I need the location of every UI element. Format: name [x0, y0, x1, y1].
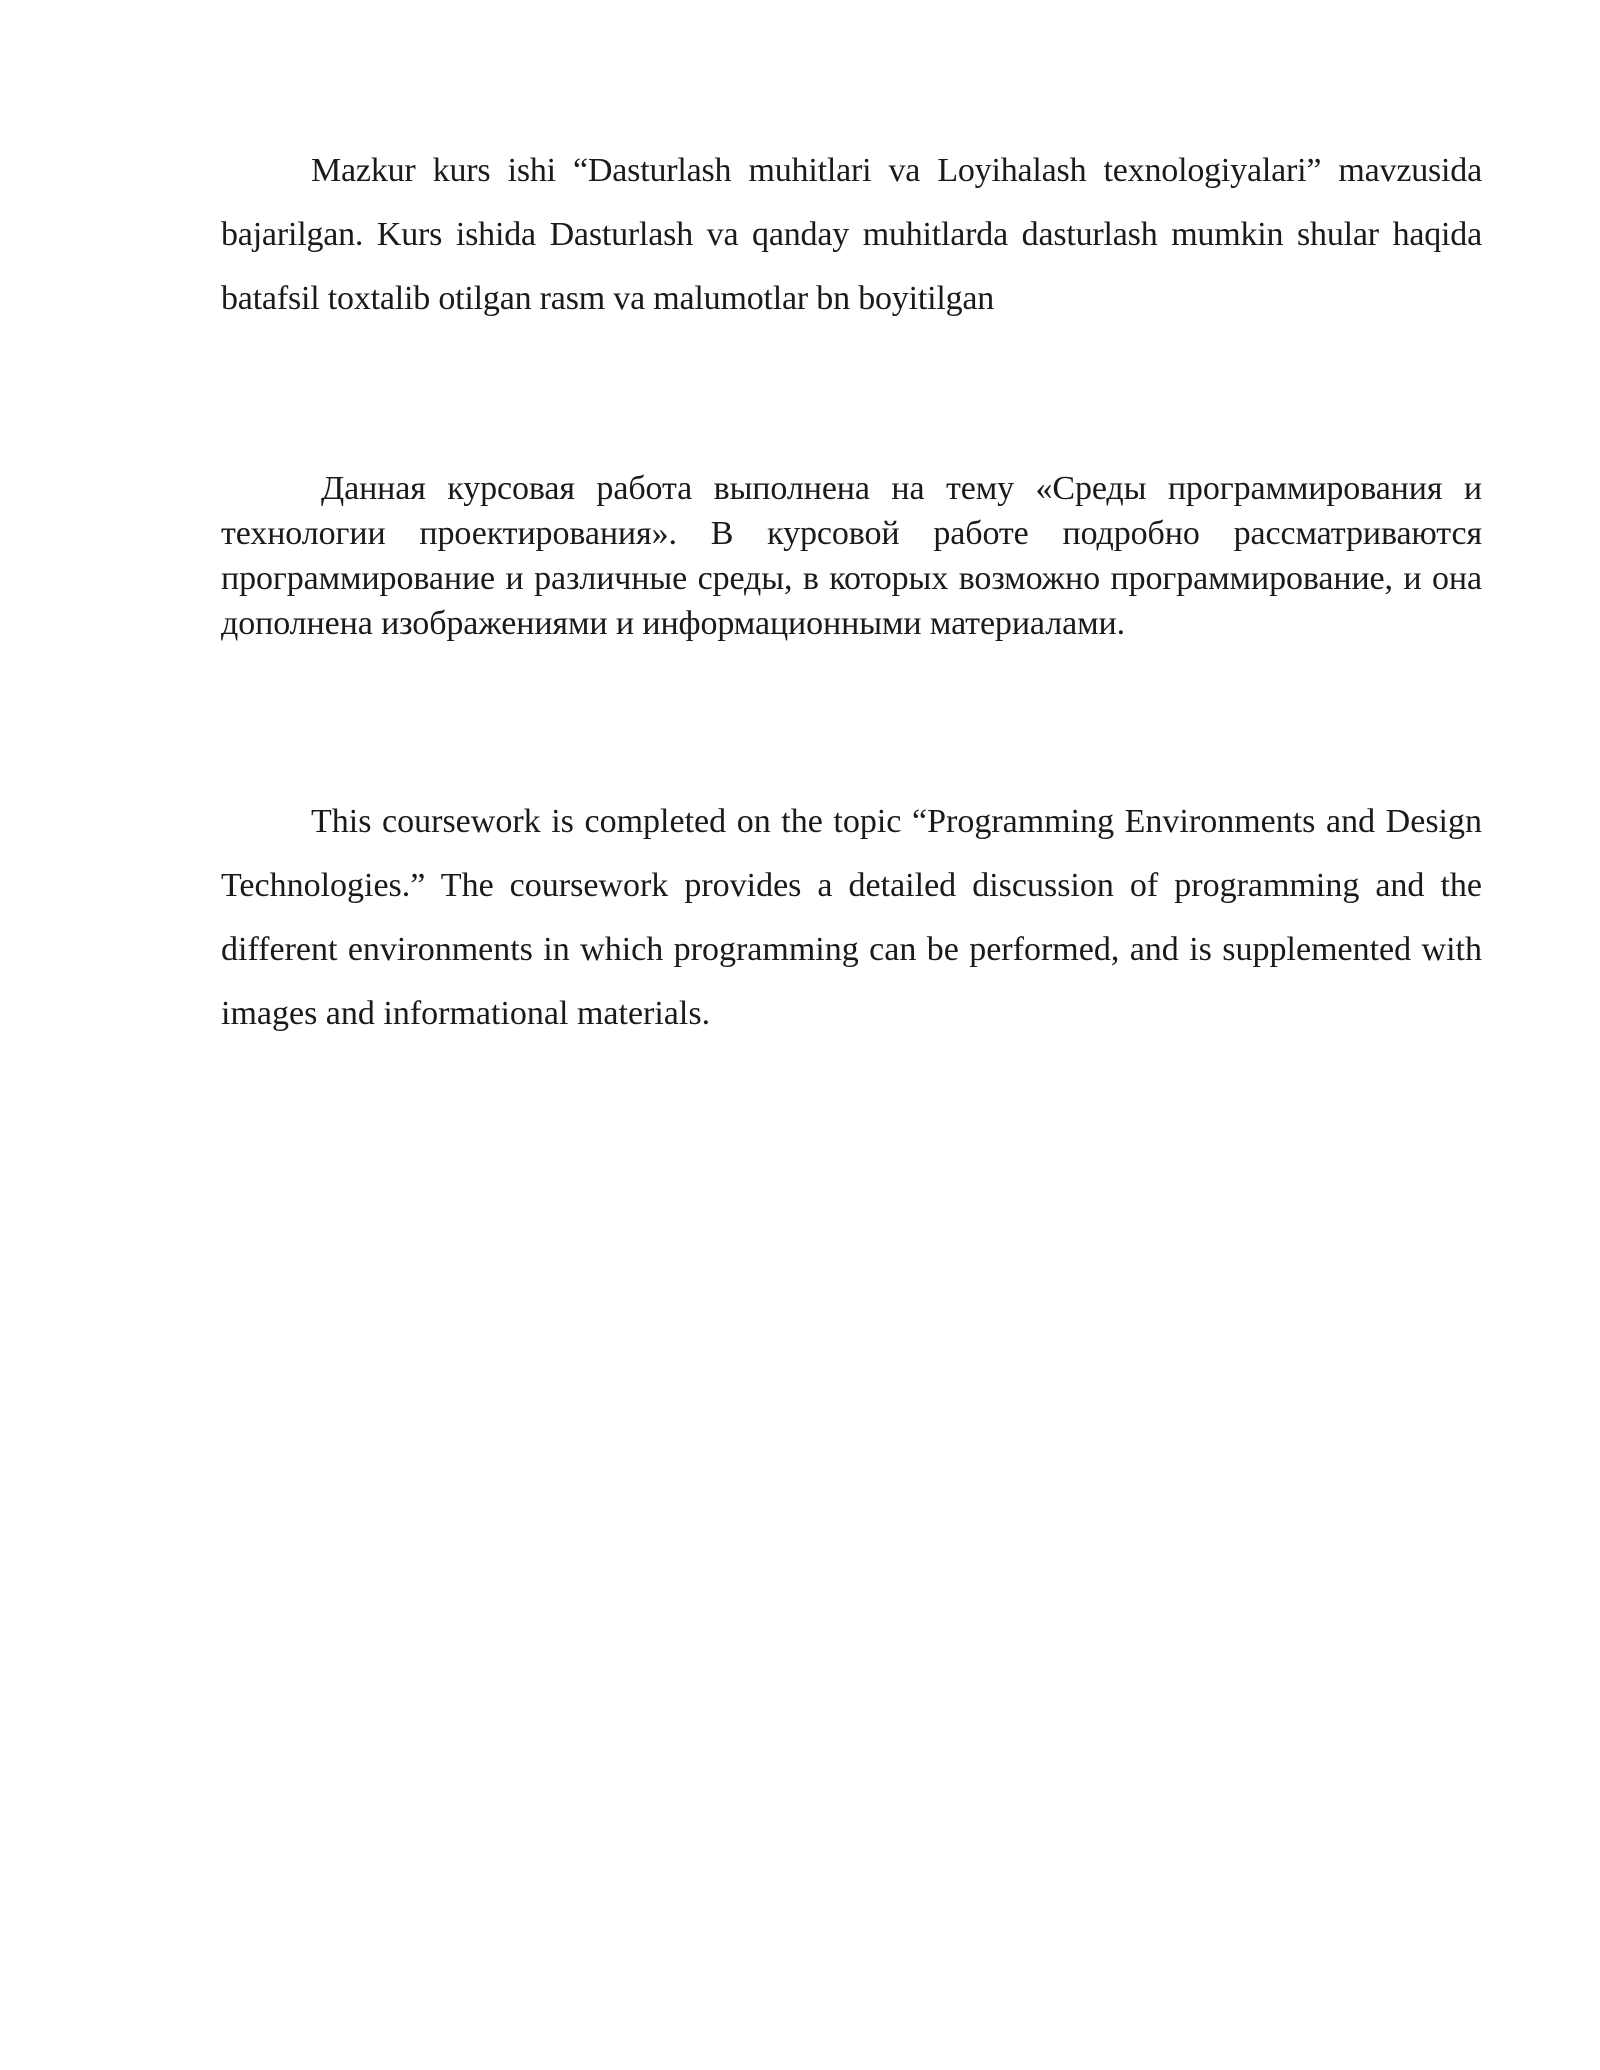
abstract-paragraph-english: This coursework is completed on the topic “Programming Environments and Design Technologies.” The coursework provides a detailed discussion of programming and the different environments in which programming can be performed, and is supplemented with images and informational materials.: [221, 803, 1482, 1032]
abstract-paragraph-uzbek: Mazkur kurs ishi “Dasturlash muhitlari va Loyihalash texnologiyalari” mavzusida bajarilgan. Kurs ishida Dasturlash va qanday muhitlarda dasturlash mumkin shular haqida batafsil toxtalib otilgan rasm va malumotlar bn boyitilgan: [221, 152, 1482, 317]
abstract-paragraph-russian: Данная курсовая работа выполнена на тему «Среды программирования и технологии проектирования». В курсовой работе подробно рассматриваются программирование и различные среды, в которых возможно программирование, и она дополнена изображениями и информационными материалами.: [221, 470, 1482, 642]
